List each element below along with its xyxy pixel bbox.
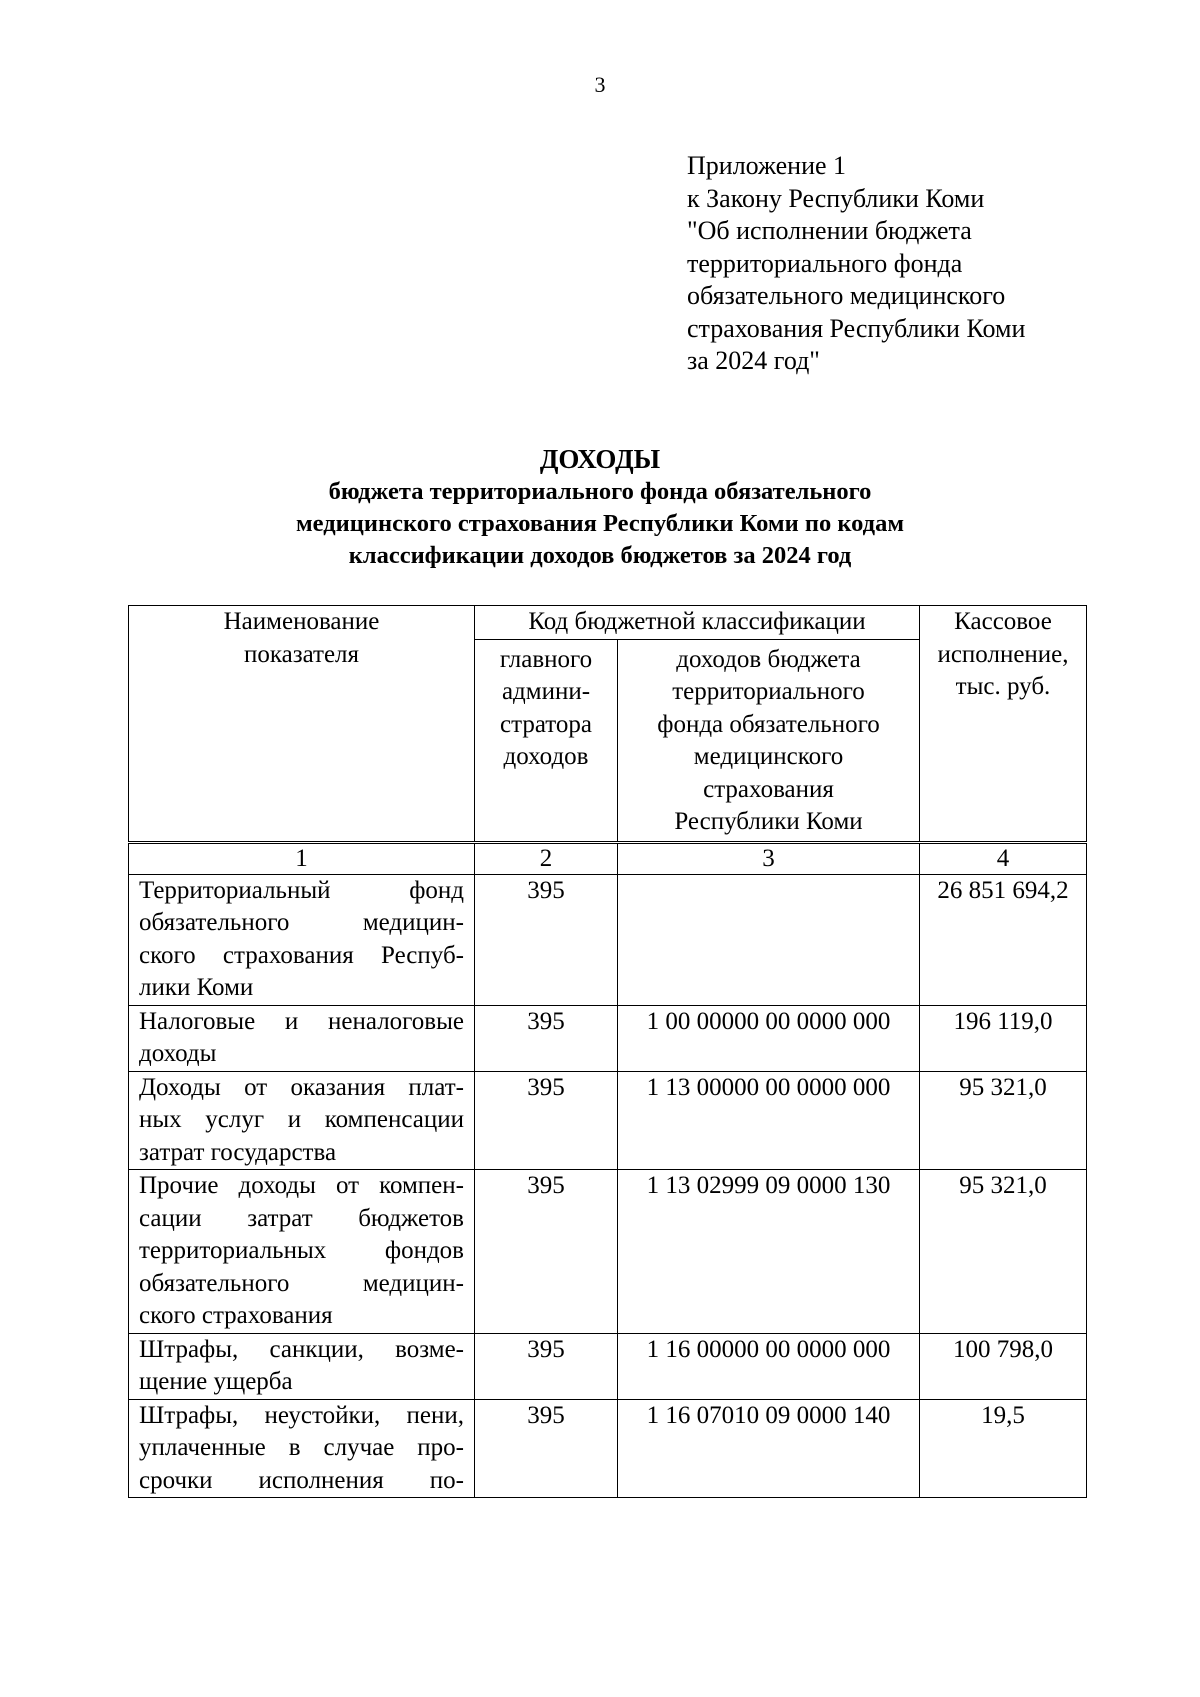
row-amount: 95 321,0 (920, 1071, 1087, 1170)
row-name (129, 1399, 475, 1498)
row-name-line: уплаченные в случае про- (139, 1434, 464, 1461)
row-admin-code: 395 (475, 1333, 618, 1399)
row-name-line: Штрафы, неустойки, пени, (139, 1401, 464, 1429)
header-text: фонда обязательного (657, 710, 880, 738)
header-text: доходов бюджета (676, 645, 861, 673)
row-admin-code: 395 (475, 1399, 618, 1498)
row-name-line: ского страхования Респуб- (139, 941, 464, 969)
appendix-note (687, 150, 1025, 378)
table-header-row (129, 606, 1087, 640)
row-name-line: затрат государства (139, 1138, 337, 1166)
row-amount: 196 119,0 (920, 1005, 1087, 1071)
row-name-line: доходы (139, 1040, 217, 1067)
title-main: ДОХОДЫ (539, 444, 661, 474)
table-row (129, 1071, 1087, 1170)
table-row (129, 1333, 1087, 1399)
row-income-code (618, 874, 920, 1005)
header-text: Наименование (223, 608, 380, 635)
column-number: 2 (475, 842, 618, 874)
row-admin-code: 395 (475, 1170, 618, 1334)
table-row (129, 874, 1087, 1005)
row-name (129, 1333, 475, 1399)
row-name-line: ского страхования (139, 1302, 333, 1329)
header-text: главного (499, 645, 593, 673)
appendix-line: "Об исполнении бюджета (687, 216, 972, 245)
title-sub-line: классификации доходов бюджетов за 2024 год (348, 542, 852, 569)
document-title (0, 442, 1200, 572)
appendix-line: Приложение 1 (687, 151, 847, 180)
row-name (129, 874, 475, 1005)
appendix-line: за 2024 год" (687, 346, 820, 375)
column-number: 1 (129, 842, 475, 874)
row-name-line: сации затрат бюджетов (139, 1204, 464, 1232)
header-text: админи- (501, 678, 591, 705)
header-text: стратора (500, 710, 592, 738)
header-income (618, 639, 920, 842)
header-text: доходов (503, 743, 589, 770)
appendix-line: страхования Республики Коми (687, 313, 1026, 343)
row-income-code: 1 13 02999 09 0000 130 (618, 1170, 920, 1334)
header-text: территориального (672, 678, 865, 705)
row-name-line: щение ущерба (139, 1368, 293, 1395)
row-name (129, 1071, 475, 1170)
column-number: 3 (618, 842, 920, 874)
title-sub-line: бюджета территориального фонда обязательного (328, 478, 872, 505)
page-number: 3 (594, 72, 606, 97)
row-name (129, 1005, 475, 1071)
header-text: страхования (703, 775, 834, 803)
row-name-line: Прочие доходы от компен- (139, 1172, 464, 1199)
row-admin-code: 395 (475, 1071, 618, 1170)
column-number-row (129, 842, 1087, 874)
table-row (129, 1170, 1087, 1334)
header-text: исполнение, (937, 640, 1069, 668)
row-name-line: срочки исполнения по- (139, 1466, 464, 1494)
header-text: показателя (243, 640, 360, 668)
header-admin (475, 639, 618, 842)
row-amount: 19,5 (920, 1399, 1087, 1498)
row-income-code: 1 13 00000 00 0000 000 (618, 1071, 920, 1170)
header-text: Кассовое (954, 608, 1052, 635)
row-admin-code: 395 (475, 1005, 618, 1071)
header-text: Республики Коми (674, 808, 863, 835)
income-table (128, 605, 1087, 1498)
row-name-line: Доходы от оказания плат- (139, 1073, 464, 1101)
row-name-line: обязательного медицин- (139, 1269, 464, 1297)
column-number: 4 (920, 842, 1087, 874)
appendix-line: к Закону Республики Коми (687, 183, 985, 213)
header-amount (920, 606, 1087, 843)
header-text: тыс. руб. (955, 673, 1051, 700)
table-row (129, 1005, 1087, 1071)
table-row (129, 1399, 1087, 1498)
header-text: медицинского (693, 743, 844, 770)
row-name-line: Налоговые и неналоговые (139, 1007, 464, 1035)
row-name-line: территориальных фондов (139, 1237, 464, 1264)
row-income-code: 1 00 00000 00 0000 000 (618, 1005, 920, 1071)
row-name-line: обязательного медицин- (139, 909, 464, 936)
row-admin-code: 395 (475, 874, 618, 1005)
header-code-group: Код бюджетной классификации (475, 606, 920, 640)
row-amount: 95 321,0 (920, 1170, 1087, 1334)
row-name-line: Территориальный фонд (139, 876, 464, 904)
row-income-code: 1 16 07010 09 0000 140 (618, 1399, 920, 1498)
header-name (129, 606, 475, 843)
row-income-code: 1 16 00000 00 0000 000 (618, 1333, 920, 1399)
row-name-line: ных услуг и компенсации (139, 1106, 464, 1133)
row-name (129, 1170, 475, 1334)
title-sub-line: медицинского страхования Республики Коми по кодам (295, 510, 905, 537)
row-name-line: лики Коми (139, 974, 254, 1001)
row-name-line: Штрафы, санкции, возме- (139, 1335, 464, 1363)
appendix-line: территориального фонда (687, 248, 963, 278)
row-amount: 26 851 694,2 (920, 874, 1087, 1005)
appendix-line: обязательного медицинского (687, 281, 1006, 310)
row-amount: 100 798,0 (920, 1333, 1087, 1399)
